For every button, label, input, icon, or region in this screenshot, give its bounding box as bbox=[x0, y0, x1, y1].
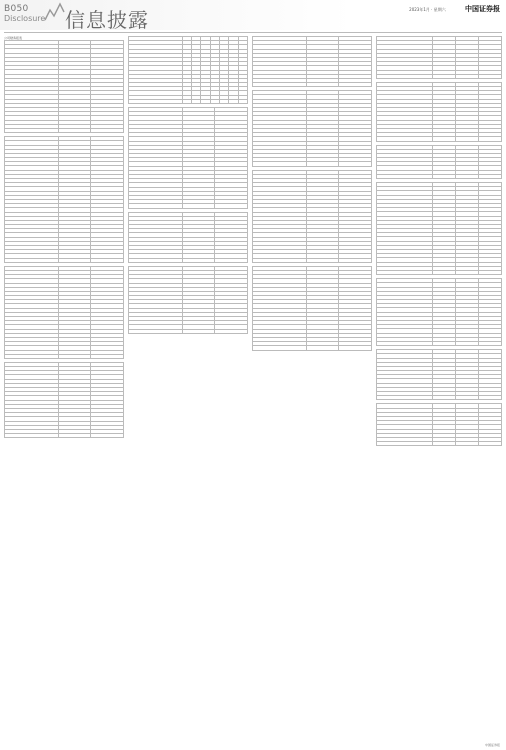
header-date-text: 2023年1月 · 星期六 bbox=[409, 7, 446, 12]
table-row bbox=[5, 354, 124, 358]
financial-table bbox=[128, 107, 248, 209]
table-cell bbox=[58, 434, 91, 438]
table-cell bbox=[433, 74, 456, 78]
table-cell bbox=[433, 137, 456, 141]
financial-table bbox=[128, 212, 248, 263]
table-cell bbox=[215, 204, 248, 208]
table-row bbox=[253, 258, 372, 262]
financial-table bbox=[376, 182, 502, 275]
table-cell bbox=[479, 442, 502, 446]
table-cell bbox=[306, 83, 339, 87]
table-cell bbox=[219, 99, 228, 103]
table-cell bbox=[479, 270, 502, 274]
table-cell bbox=[5, 354, 59, 358]
table-row bbox=[253, 83, 372, 87]
table-cell bbox=[91, 354, 124, 358]
table-cell bbox=[479, 341, 502, 345]
table-cell bbox=[58, 258, 91, 262]
table-cell bbox=[129, 99, 183, 103]
table-cell bbox=[215, 258, 248, 262]
table-cell bbox=[456, 74, 479, 78]
table-cell bbox=[456, 174, 479, 178]
table-cell bbox=[433, 442, 456, 446]
financial-table bbox=[4, 362, 124, 438]
table-row bbox=[377, 174, 502, 178]
column-2 bbox=[128, 36, 248, 337]
table-cell bbox=[129, 329, 183, 333]
table-cell bbox=[456, 442, 479, 446]
table-cell bbox=[238, 99, 247, 103]
table-cell bbox=[5, 128, 59, 132]
table-cell bbox=[182, 204, 215, 208]
table-cell bbox=[182, 99, 191, 103]
table-cell bbox=[253, 258, 307, 262]
table-cell bbox=[182, 258, 215, 262]
table-cell bbox=[201, 99, 210, 103]
table-cell bbox=[479, 74, 502, 78]
table-cell bbox=[129, 258, 183, 262]
financial-table bbox=[376, 403, 502, 446]
financial-table bbox=[4, 266, 124, 359]
table-cell bbox=[377, 341, 433, 345]
table-cell bbox=[58, 354, 91, 358]
table-row bbox=[129, 329, 248, 333]
column-3 bbox=[252, 36, 372, 354]
section-title: 信息披露 bbox=[65, 8, 149, 32]
masthead-rule bbox=[4, 32, 502, 33]
table-cell bbox=[91, 128, 124, 132]
table-cell bbox=[210, 99, 219, 103]
financial-table bbox=[252, 90, 372, 166]
section-english: Disclosure bbox=[4, 14, 46, 23]
page-code: B050 bbox=[4, 4, 29, 14]
table-cell bbox=[479, 396, 502, 400]
financial-table bbox=[376, 36, 502, 79]
table-row bbox=[5, 434, 124, 438]
table-cell bbox=[339, 83, 372, 87]
table-cell bbox=[377, 442, 433, 446]
masthead bbox=[0, 0, 506, 30]
table-cell bbox=[58, 128, 91, 132]
table-cell bbox=[5, 434, 59, 438]
table-row bbox=[129, 99, 248, 103]
table-row bbox=[377, 137, 502, 141]
table-cell bbox=[456, 396, 479, 400]
table-cell bbox=[433, 174, 456, 178]
table-cell bbox=[253, 83, 307, 87]
table-cell bbox=[377, 74, 433, 78]
table-cell bbox=[479, 137, 502, 141]
table-cell bbox=[377, 174, 433, 178]
financial-table bbox=[252, 170, 372, 263]
table-cell bbox=[215, 329, 248, 333]
header-date bbox=[409, 4, 500, 14]
financial-table bbox=[252, 266, 372, 351]
financial-table bbox=[376, 349, 502, 400]
table-cell bbox=[129, 204, 183, 208]
financial-table bbox=[4, 40, 124, 133]
table-cell bbox=[253, 346, 307, 350]
financial-table bbox=[376, 278, 502, 346]
financial-table bbox=[376, 82, 502, 142]
table-row bbox=[377, 396, 502, 400]
financial-table bbox=[4, 136, 124, 263]
page-footer: 中国证券报 bbox=[484, 743, 500, 747]
table-cell bbox=[306, 258, 339, 262]
table-row bbox=[377, 442, 502, 446]
table-cell bbox=[306, 346, 339, 350]
table-cell bbox=[377, 396, 433, 400]
table-row bbox=[129, 258, 248, 262]
table-cell bbox=[456, 341, 479, 345]
table-cell bbox=[377, 137, 433, 141]
table-cell bbox=[91, 434, 124, 438]
table-row bbox=[377, 341, 502, 345]
table-cell bbox=[306, 162, 339, 166]
table-cell bbox=[456, 137, 479, 141]
table-cell bbox=[433, 341, 456, 345]
column-1 bbox=[4, 36, 124, 441]
table-cell bbox=[229, 99, 238, 103]
table-row bbox=[377, 74, 502, 78]
zigzag-icon bbox=[44, 2, 66, 24]
table-row bbox=[5, 258, 124, 262]
table-cell bbox=[339, 258, 372, 262]
table-cell bbox=[433, 396, 456, 400]
column-4 bbox=[376, 36, 502, 449]
table-cell bbox=[339, 346, 372, 350]
table-row bbox=[253, 162, 372, 166]
table-cell bbox=[456, 270, 479, 274]
table-cell bbox=[253, 162, 307, 166]
table-cell bbox=[339, 162, 372, 166]
table-cell bbox=[433, 270, 456, 274]
financial-table bbox=[252, 36, 372, 87]
table-cell bbox=[191, 99, 200, 103]
column-1-title: 公司财务报表 bbox=[4, 36, 23, 40]
table-cell bbox=[479, 174, 502, 178]
table-cell bbox=[5, 258, 59, 262]
financial-table bbox=[376, 145, 502, 180]
newspaper-logo: 中国证券报 bbox=[465, 4, 500, 13]
financial-table bbox=[128, 266, 248, 334]
table-cell bbox=[91, 258, 124, 262]
table-row bbox=[5, 128, 124, 132]
table-cell bbox=[182, 329, 215, 333]
table-row bbox=[129, 204, 248, 208]
table-row bbox=[253, 346, 372, 350]
financial-table bbox=[128, 36, 248, 104]
table-row bbox=[377, 270, 502, 274]
table-cell bbox=[377, 270, 433, 274]
